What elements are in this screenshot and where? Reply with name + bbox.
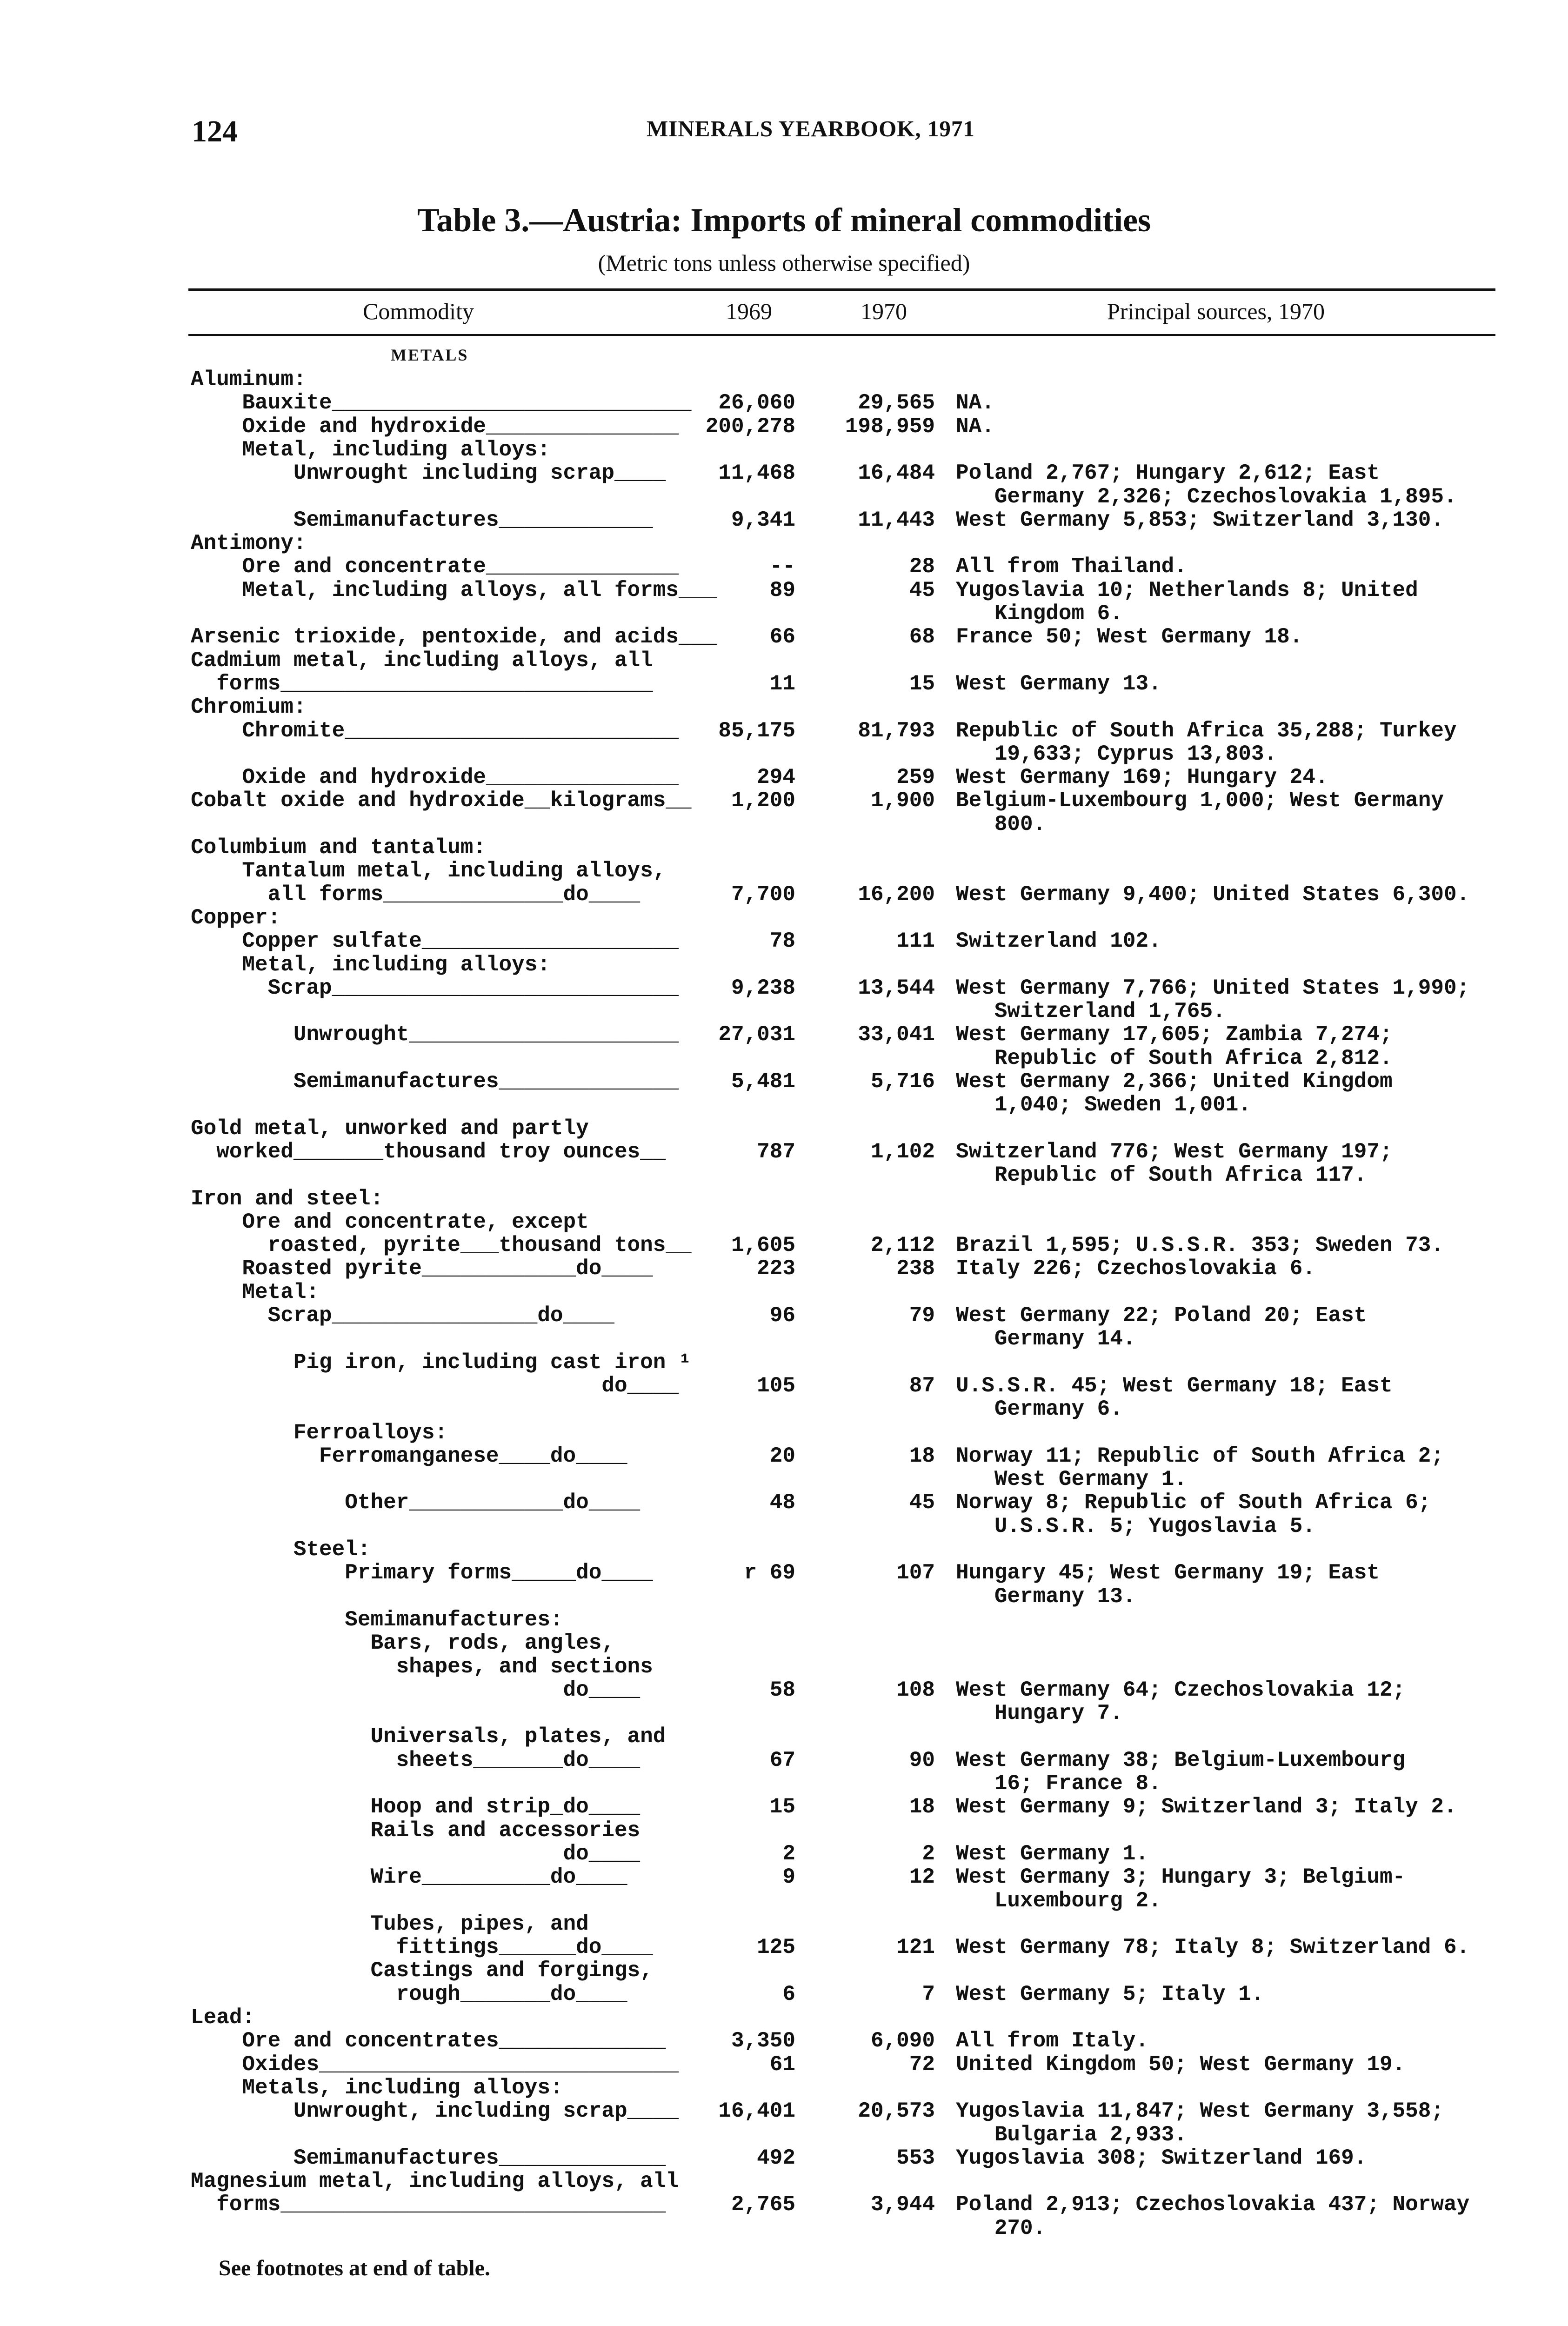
- sources-cell: France 50; West Germany 18.: [956, 625, 1303, 649]
- value-1969-cell: 66: [769, 625, 795, 649]
- sources-cell: All from Thailand.: [956, 555, 1187, 579]
- value-1970-cell: 259: [896, 765, 935, 790]
- table-row: [191, 1655, 1498, 1679]
- table-row: [191, 2099, 1498, 2123]
- sources-cell: NA.: [956, 414, 994, 439]
- value-1970-cell: 90: [909, 1748, 935, 1772]
- sources-cell: Germany 6.: [956, 1397, 1123, 1422]
- commodity-cell: Hoop and strip_do____: [191, 1795, 641, 1819]
- commodity-cell: worked_______thousand troy ounces__: [191, 1139, 666, 1164]
- table-row: [191, 2192, 1498, 2217]
- commodity-cell: Ore and concentrates_____________: [191, 2029, 666, 2053]
- value-1970-cell: 198,959: [845, 414, 935, 439]
- value-1969-cell: 27,031: [718, 1023, 795, 1047]
- commodity-cell: Lead:: [191, 2005, 255, 2030]
- commodity-cell: Unwrought, including scrap____: [191, 2099, 679, 2124]
- table-row: [191, 1023, 1498, 1047]
- table-row: [191, 1724, 1498, 1749]
- table-row: [191, 555, 1498, 579]
- commodity-cell: Oxide and hydroxide_______________: [191, 765, 679, 790]
- table-subtitle: (Metric tons unless otherwise specified): [598, 250, 970, 276]
- commodity-cell: Unwrought including scrap____: [191, 461, 666, 486]
- sources-cell: West Germany 7,766; United States 1,990;: [956, 976, 1470, 1000]
- sources-cell: West Germany 13.: [956, 671, 1161, 696]
- col-head-1969: 1969: [726, 298, 772, 324]
- table-row: [191, 1163, 1498, 1187]
- commodity-cell: Primary forms_____do____: [191, 1561, 653, 1585]
- commodity-cell: Cobalt oxide and hydroxide__kilograms__: [191, 789, 692, 813]
- sources-cell: West Germany 2,366; United Kingdom: [956, 1069, 1393, 1094]
- sources-cell: Yugoslavia 10; Netherlands 8; United: [956, 578, 1418, 602]
- table-row: [191, 1233, 1498, 1257]
- value-1969-cell: 96: [769, 1303, 795, 1328]
- value-1969-cell: 61: [769, 2052, 795, 2077]
- commodity-cell: forms_____________________________: [191, 671, 653, 696]
- value-1970-cell: 11,443: [858, 508, 935, 532]
- value-1969-cell: 48: [769, 1491, 795, 1515]
- sources-cell: Switzerland 1,765.: [956, 999, 1226, 1024]
- sources-cell: West Germany 38; Belgium-Luxembourg: [956, 1748, 1406, 1772]
- sources-cell: 1,040; Sweden 1,001.: [956, 1093, 1251, 1117]
- table-row: [191, 906, 1498, 930]
- sources-cell: All from Italy.: [956, 2029, 1149, 2053]
- commodity-cell: fittings______do____: [191, 1935, 653, 1960]
- value-1969-cell: 1,200: [731, 789, 795, 813]
- table-row: [191, 1069, 1498, 1094]
- value-1969-cell: 2: [782, 1841, 795, 1866]
- value-1969-cell: 9,341: [731, 508, 795, 532]
- value-1969-cell: 85,175: [718, 718, 795, 743]
- value-1970-cell: 12: [909, 1865, 935, 1890]
- value-1970-cell: 72: [909, 2052, 935, 2077]
- table-row: [191, 1982, 1498, 2006]
- sources-cell: Poland 2,913; Czechoslovakia 437; Norway: [956, 2192, 1470, 2217]
- commodity-cell: shapes, and sections: [191, 1654, 653, 1679]
- commodity-cell: Other____________do____: [191, 1491, 641, 1515]
- commodity-cell: Steel:: [191, 1537, 371, 1562]
- commodity-cell: Metal, including alloys, all forms___: [191, 578, 717, 602]
- table-row: [191, 742, 1498, 766]
- value-1970-cell: 28: [909, 555, 935, 579]
- footnote: See footnotes at end of table.: [219, 2256, 490, 2280]
- value-1970-cell: 108: [896, 1678, 935, 1702]
- commodity-cell: Metal:: [191, 1280, 320, 1304]
- value-1970-cell: 13,544: [858, 976, 935, 1000]
- value-1970-cell: 29,565: [858, 391, 935, 415]
- value-1969-cell: 5,481: [731, 1069, 795, 1094]
- table-row: [191, 602, 1498, 626]
- table-row: [191, 1303, 1498, 1328]
- value-1970-cell: 16,200: [858, 882, 935, 907]
- table-row: [191, 1701, 1498, 1725]
- commodity-cell: Ore and concentrate_______________: [191, 555, 679, 579]
- sources-cell: Germany 13.: [956, 1584, 1136, 1609]
- table-row: [191, 1093, 1498, 1117]
- col-head-1970: 1970: [861, 298, 907, 324]
- sources-cell: West Germany 5,853; Switzerland 3,130.: [956, 508, 1444, 532]
- table-row: [191, 1818, 1498, 1843]
- value-1969-cell: 223: [757, 1257, 795, 1281]
- header-rule: [188, 334, 1495, 336]
- sources-cell: West Germany 1.: [956, 1841, 1149, 1866]
- value-1970-cell: 1,900: [870, 789, 935, 813]
- table-row: [191, 2123, 1498, 2147]
- commodity-cell: sheets_______do____: [191, 1748, 641, 1772]
- table-row: [191, 1678, 1498, 1702]
- value-1969-cell: 11,468: [718, 461, 795, 486]
- commodity-cell: Copper sulfate____________________: [191, 929, 679, 954]
- sources-cell: Switzerland 776; West Germany 197;: [956, 1139, 1393, 1164]
- sources-cell: Yugoslavia 308; Switzerland 169.: [956, 2146, 1367, 2170]
- value-1969-cell: 3,350: [731, 2029, 795, 2053]
- value-1969-cell: 11: [769, 671, 795, 696]
- sources-cell: United Kingdom 50; West Germany 19.: [956, 2052, 1406, 2077]
- value-1969-cell: 6: [782, 1982, 795, 2006]
- sources-cell: Republic of South Africa 35,288; Turkey: [956, 718, 1457, 743]
- value-1969-cell: 89: [769, 578, 795, 602]
- commodity-cell: Tubes, pipes, and: [191, 1912, 589, 1936]
- value-1970-cell: 238: [896, 1257, 935, 1281]
- value-1969-cell: 7,700: [731, 882, 795, 907]
- value-1970-cell: 553: [896, 2146, 935, 2170]
- commodity-cell: Cadmium metal, including alloys, all: [191, 648, 653, 673]
- table-row: [191, 1257, 1498, 1281]
- commodity-cell: Bars, rods, angles,: [191, 1631, 614, 1656]
- table-row: [191, 882, 1498, 907]
- sources-cell: West Germany 3; Hungary 3; Belgium-: [956, 1865, 1406, 1890]
- table-row: [191, 1584, 1498, 1609]
- table-row: [191, 1350, 1498, 1375]
- table-row: [191, 2216, 1498, 2240]
- col-head-commodity: Commodity: [363, 298, 474, 324]
- sources-cell: West Germany 22; Poland 20; East: [956, 1303, 1367, 1328]
- sources-cell: 800.: [956, 812, 1046, 836]
- table-row: [191, 1491, 1498, 1515]
- top-rule: [188, 288, 1495, 291]
- commodity-cell: Semimanufactures:: [191, 1607, 563, 1632]
- sources-cell: West Germany 64; Czechoslovakia 12;: [956, 1678, 1406, 1702]
- table-row: [191, 672, 1498, 696]
- table-row: [191, 578, 1498, 602]
- sources-cell: West Germany 9,400; United States 6,300.: [956, 882, 1470, 907]
- commodity-cell: Iron and steel:: [191, 1186, 384, 1211]
- col-head-sources: Principal sources, 1970: [1107, 298, 1325, 324]
- table-row: [191, 859, 1498, 883]
- table-row: [191, 461, 1498, 485]
- value-1969-cell: 78: [769, 929, 795, 954]
- sources-cell: Republic of South Africa 2,812.: [956, 1046, 1393, 1070]
- table-row: [191, 1280, 1498, 1304]
- table-row: [191, 1467, 1498, 1491]
- table-row: [191, 2005, 1498, 2030]
- sources-cell: West Germany 5; Italy 1.: [956, 1982, 1264, 2006]
- value-1969-cell: 20: [769, 1444, 795, 1468]
- sources-cell: West Germany 9; Switzerland 3; Italy 2.: [956, 1795, 1457, 1819]
- commodity-cell: Copper:: [191, 905, 281, 930]
- sources-cell: 16; France 8.: [956, 1771, 1161, 1796]
- value-1969-cell: 492: [757, 2146, 795, 2170]
- commodity-cell: Metal, including alloys:: [191, 437, 550, 462]
- value-1970-cell: 87: [909, 1373, 935, 1398]
- table-row: [191, 1444, 1498, 1468]
- value-1970-cell: 5,716: [870, 1069, 935, 1094]
- table-title: Table 3.—Austria: Imports of mineral commodities: [417, 201, 1151, 239]
- table-row: [191, 1514, 1498, 1538]
- table-row: [191, 414, 1498, 439]
- table-row: [191, 789, 1498, 813]
- commodity-cell: Gold metal, unworked and partly: [191, 1116, 589, 1141]
- table-row: [191, 1912, 1498, 1936]
- table-row: [191, 1842, 1498, 1866]
- commodity-cell: Scrap___________________________: [191, 976, 679, 1000]
- table-row: [191, 2029, 1498, 2053]
- value-1970-cell: 68: [909, 625, 935, 649]
- commodity-cell: Universals, plates, and: [191, 1724, 666, 1749]
- sources-cell: 19,633; Cyprus 13,803.: [956, 742, 1277, 766]
- value-1969-cell: 67: [769, 1748, 795, 1772]
- table-row: [191, 1561, 1498, 1585]
- table-row: [191, 368, 1498, 392]
- commodity-cell: Oxides____________________________: [191, 2052, 679, 2077]
- table-row: [191, 508, 1498, 532]
- sources-cell: Norway 11; Republic of South Africa 2;: [956, 1444, 1444, 1468]
- table-row: [191, 1537, 1498, 1562]
- sources-cell: West Germany 1.: [956, 1467, 1187, 1492]
- commodity-cell: Semimanufactures_____________: [191, 2146, 666, 2170]
- table-row: [191, 1187, 1498, 1211]
- table-row: [191, 2146, 1498, 2170]
- page-number: 124: [192, 114, 238, 148]
- table-row: [191, 1116, 1498, 1141]
- table-row: [191, 1140, 1498, 1164]
- commodity-cell: Wire__________do____: [191, 1865, 627, 1890]
- table-row: [191, 2169, 1498, 2193]
- table-row: [191, 1608, 1498, 1632]
- sources-cell: 270.: [956, 2216, 1046, 2240]
- section-label: METALS: [391, 346, 469, 364]
- commodity-cell: Bauxite____________________________: [191, 391, 692, 415]
- value-1970-cell: 111: [896, 929, 935, 954]
- sources-cell: Luxembourg 2.: [956, 1888, 1161, 1913]
- sources-cell: Belgium-Luxembourg 1,000; West Germany: [956, 789, 1444, 813]
- table-row: [191, 765, 1498, 789]
- table-row: [191, 1210, 1498, 1234]
- commodity-cell: Roasted pyrite____________do____: [191, 1257, 653, 1281]
- commodity-cell: Oxide and hydroxide_______________: [191, 414, 679, 439]
- commodity-cell: rough_______do____: [191, 1982, 627, 2006]
- value-1970-cell: 15: [909, 671, 935, 696]
- sources-cell: West Germany 78; Italy 8; Switzerland 6.: [956, 1935, 1470, 1960]
- commodity-cell: roasted, pyrite___thousand tons__: [191, 1233, 692, 1258]
- table-row: [191, 976, 1498, 1000]
- table-row: [191, 1421, 1498, 1445]
- commodity-cell: do____: [191, 1373, 679, 1398]
- table-row: [191, 1374, 1498, 1398]
- commodity-cell: Scrap________________do____: [191, 1303, 614, 1328]
- sources-cell: Brazil 1,595; U.S.S.R. 353; Sweden 73.: [956, 1233, 1444, 1258]
- value-1969-cell: 787: [757, 1139, 795, 1164]
- value-1969-cell: 125: [757, 1935, 795, 1960]
- value-1969-cell: 26,060: [718, 391, 795, 415]
- commodity-cell: Unwrought_____________________: [191, 1023, 679, 1047]
- table-row: [191, 999, 1498, 1023]
- value-1970-cell: 121: [896, 1935, 935, 1960]
- value-1969-cell: 1,605: [731, 1233, 795, 1258]
- sources-cell: NA.: [956, 391, 994, 415]
- commodity-cell: Castings and forgings,: [191, 1958, 653, 1983]
- value-1969-cell: 15: [769, 1795, 795, 1819]
- table-row: [191, 531, 1498, 555]
- value-1970-cell: 45: [909, 1491, 935, 1515]
- sources-cell: Germany 14.: [956, 1327, 1136, 1351]
- table-row: [191, 1865, 1498, 1889]
- value-1969-cell: 9: [782, 1865, 795, 1890]
- table-row: [191, 1958, 1498, 1983]
- commodity-cell: Semimanufactures____________: [191, 508, 653, 532]
- commodity-cell: Arsenic trioxide, pentoxide, and acids___: [191, 625, 717, 649]
- value-1969-cell: 9,238: [731, 976, 795, 1000]
- sources-cell: West Germany 17,605; Zambia 7,274;: [956, 1023, 1393, 1047]
- value-1970-cell: 7: [922, 1982, 935, 2006]
- commodity-cell: Metal, including alloys:: [191, 952, 550, 977]
- sources-cell: Bulgaria 2,933.: [956, 2122, 1187, 2147]
- sources-cell: Kingdom 6.: [956, 602, 1123, 626]
- value-1969-cell: r 69: [744, 1561, 795, 1585]
- table-row: [191, 929, 1498, 953]
- value-1969-cell: 200,278: [705, 414, 795, 439]
- value-1970-cell: 45: [909, 578, 935, 602]
- table-row: [191, 953, 1498, 977]
- table-row: [191, 2076, 1498, 2100]
- value-1970-cell: 79: [909, 1303, 935, 1328]
- value-1970-cell: 3,944: [870, 2192, 935, 2217]
- table-row: [191, 485, 1498, 509]
- sources-cell: Germany 2,326; Czechoslovakia 1,895.: [956, 484, 1457, 509]
- value-1970-cell: 16,484: [858, 461, 935, 486]
- commodity-cell: do____: [191, 1678, 641, 1702]
- commodity-cell: Ore and concentrate, except: [191, 1210, 589, 1234]
- table-row: [191, 1397, 1498, 1421]
- commodity-cell: Ferroalloys:: [191, 1420, 448, 1445]
- sources-cell: U.S.S.R. 45; West Germany 18; East: [956, 1373, 1393, 1398]
- table-row: [191, 695, 1498, 719]
- table-row: [191, 1889, 1498, 1913]
- sources-cell: Hungary 45; West Germany 19; East: [956, 1561, 1380, 1585]
- table-row: [191, 391, 1498, 415]
- value-1969-cell: --: [769, 555, 795, 579]
- value-1969-cell: 105: [757, 1373, 795, 1398]
- value-1970-cell: 33,041: [858, 1023, 935, 1047]
- table-row: [191, 1046, 1498, 1070]
- sources-cell: Norway 8; Republic of South Africa 6;: [956, 1491, 1431, 1515]
- commodity-cell: Columbium and tantalum:: [191, 835, 486, 860]
- commodity-cell: Semimanufactures______________: [191, 1069, 679, 1094]
- running-head: MINERALS YEARBOOK, 1971: [647, 116, 975, 141]
- value-1970-cell: 2,112: [870, 1233, 935, 1258]
- commodity-cell: Pig iron, including cast iron ¹: [191, 1350, 692, 1375]
- table-row: [191, 438, 1498, 462]
- table-row: [191, 1631, 1498, 1655]
- sources-cell: Yugoslavia 11,847; West Germany 3,558;: [956, 2099, 1444, 2124]
- commodity-cell: Ferromanganese____do____: [191, 1444, 627, 1468]
- table-row: [191, 812, 1498, 836]
- value-1970-cell: 18: [909, 1444, 935, 1468]
- table-row: [191, 1795, 1498, 1819]
- table-row: [191, 1327, 1498, 1351]
- sources-cell: Switzerland 102.: [956, 929, 1161, 954]
- value-1970-cell: 18: [909, 1795, 935, 1819]
- sources-cell: Hungary 7.: [956, 1701, 1123, 1726]
- table-row: [191, 1771, 1498, 1796]
- table-row: [191, 1935, 1498, 1959]
- commodity-cell: all forms______________do____: [191, 882, 641, 907]
- commodity-cell: Chromium:: [191, 695, 307, 720]
- value-1969-cell: 16,401: [718, 2099, 795, 2124]
- value-1970-cell: 107: [896, 1561, 935, 1585]
- table-row: [191, 625, 1498, 649]
- value-1969-cell: 294: [757, 765, 795, 790]
- table-row: [191, 1748, 1498, 1772]
- value-1969-cell: 2,765: [731, 2192, 795, 2217]
- value-1970-cell: 2: [922, 1841, 935, 1866]
- table-row: [191, 648, 1498, 673]
- commodity-cell: Chromite__________________________: [191, 718, 679, 743]
- commodity-cell: Antimony:: [191, 531, 307, 556]
- value-1970-cell: 6,090: [870, 2029, 935, 2053]
- commodity-cell: do____: [191, 1841, 641, 1866]
- value-1970-cell: 81,793: [858, 718, 935, 743]
- sources-cell: U.S.S.R. 5; Yugoslavia 5.: [956, 1514, 1315, 1538]
- sources-cell: West Germany 169; Hungary 24.: [956, 765, 1328, 790]
- commodity-cell: Tantalum metal, including alloys,: [191, 859, 666, 883]
- value-1970-cell: 1,102: [870, 1139, 935, 1164]
- table-row: [191, 719, 1498, 743]
- sources-cell: Republic of South Africa 117.: [956, 1163, 1367, 1188]
- commodity-cell: Magnesium metal, including alloys, all: [191, 2169, 679, 2194]
- table-row: [191, 835, 1498, 860]
- commodity-cell: Rails and accessories: [191, 1818, 641, 1843]
- commodity-cell: Metals, including alloys:: [191, 2075, 563, 2100]
- commodity-cell: forms______________________________: [191, 2192, 666, 2217]
- value-1970-cell: 20,573: [858, 2099, 935, 2124]
- table-row: [191, 2052, 1498, 2077]
- sources-cell: Poland 2,767; Hungary 2,612; East: [956, 461, 1380, 486]
- sources-cell: Italy 226; Czechoslovakia 6.: [956, 1257, 1315, 1281]
- value-1969-cell: 58: [769, 1678, 795, 1702]
- commodity-cell: Aluminum:: [191, 368, 307, 392]
